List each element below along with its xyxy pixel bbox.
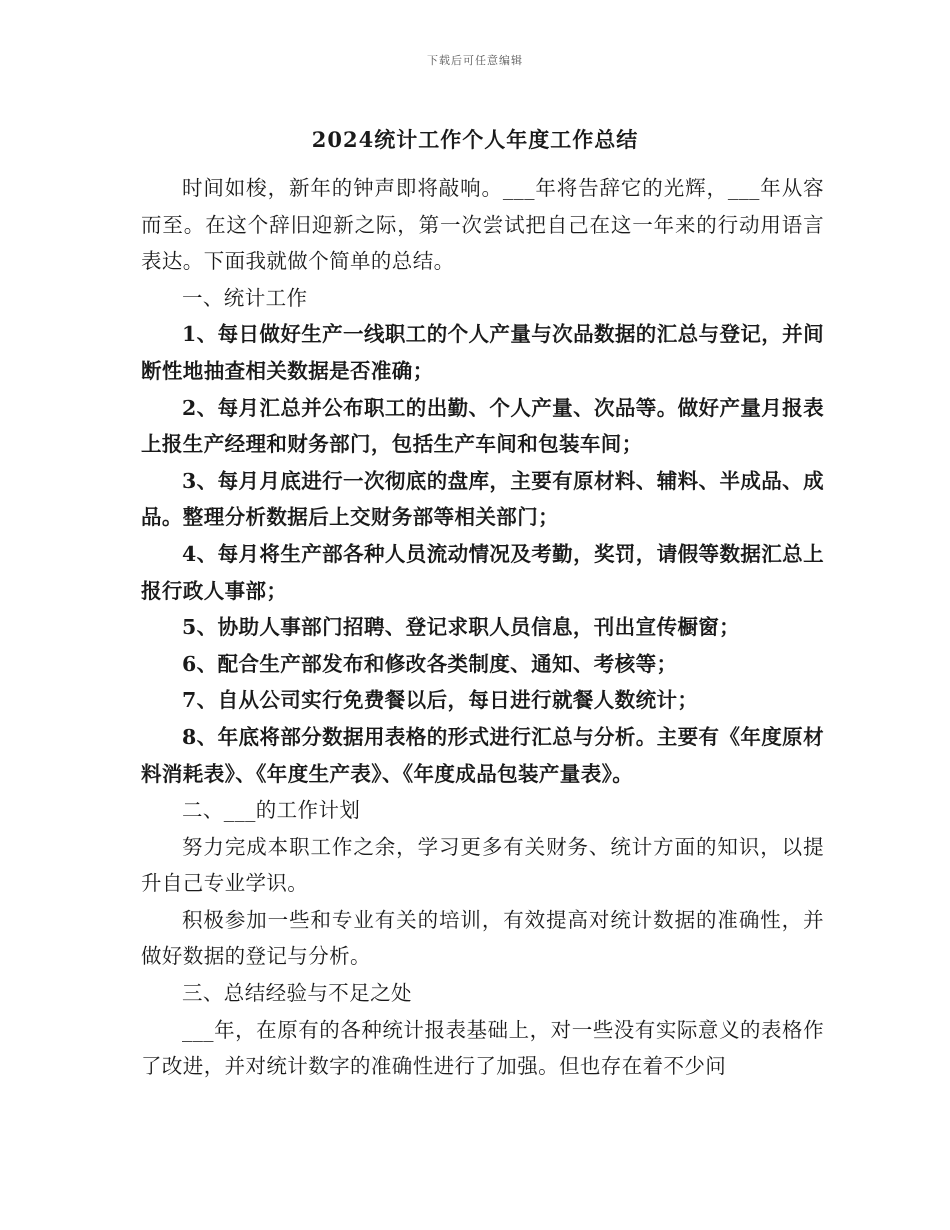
list-item-2: 2、每月汇总并公布职工的出勤、个人产量、次品等。做好产量月报表上报生产经理和财务部门，包括生产车间和包装车间； [141, 395, 824, 457]
list-item-7: 7、自从公司实行免费餐以后，每日进行就餐人数统计； [182, 688, 699, 713]
list-item-1: 1、每日做好生产一线职工的个人产量与次品数据的汇总与登记，并间断性地抽查相关数据是否准确； [141, 322, 824, 383]
document-body [141, 170, 824, 1085]
header-note: 下载后可任意编辑 [427, 54, 523, 67]
list-item-6: 6、配合生产部发布和修改各类制度、通知、考核等； [182, 651, 678, 676]
summary-paragraph: ___年，在原有的各种统计报表基础上，对一些没有实际意义的表格作了改进，并对统计数字的准确性进行了加强。但也存在着不少问 [141, 1017, 824, 1079]
document-title: 2024统计工作个人年度工作总结 [311, 127, 639, 152]
section-heading-work-plan: 二、___的工作计划 [182, 798, 361, 823]
section-heading-summary: 三、总结经验与不足之处 [182, 981, 412, 1006]
list-item-3: 3、每月月底进行一次彻底的盘库，主要有原材料、辅料、半成品、成品。整理分析数据后上交财务部等相关部门； [141, 468, 824, 530]
list-item-8: 8、年底将部分数据用表格的形式进行汇总与分析。主要有《年度原材料消耗表》、《年度生产表》、《年度成品包装产量表》。 [141, 724, 824, 786]
plan-paragraph-1: 努力完成本职工作之余，学习更多有关财务、统计方面的知识，以提升自己专业学识。 [141, 834, 824, 896]
intro-paragraph: 时间如梭，新年的钟声即将敲响。___年将告辞它的光辉，___年从容而至。在这个辞旧迎新之际，第一次尝试把自己在这一年来的行动用语言表达。下面我就做个简单的总结。 [141, 176, 824, 274]
section-heading-statistics-work: 一、统计工作 [182, 285, 308, 310]
list-item-4: 4、每月将生产部各种人员流动情况及考勤，奖罚，请假等数据汇总上报行政人事部； [141, 541, 824, 603]
list-item-5: 5、协助人事部门招聘、登记求职人员信息，刊出宣传橱窗； [182, 615, 741, 640]
plan-paragraph-2: 积极参加一些和专业有关的培训，有效提高对统计数据的准确性，并做好数据的登记与分析。 [141, 907, 824, 969]
